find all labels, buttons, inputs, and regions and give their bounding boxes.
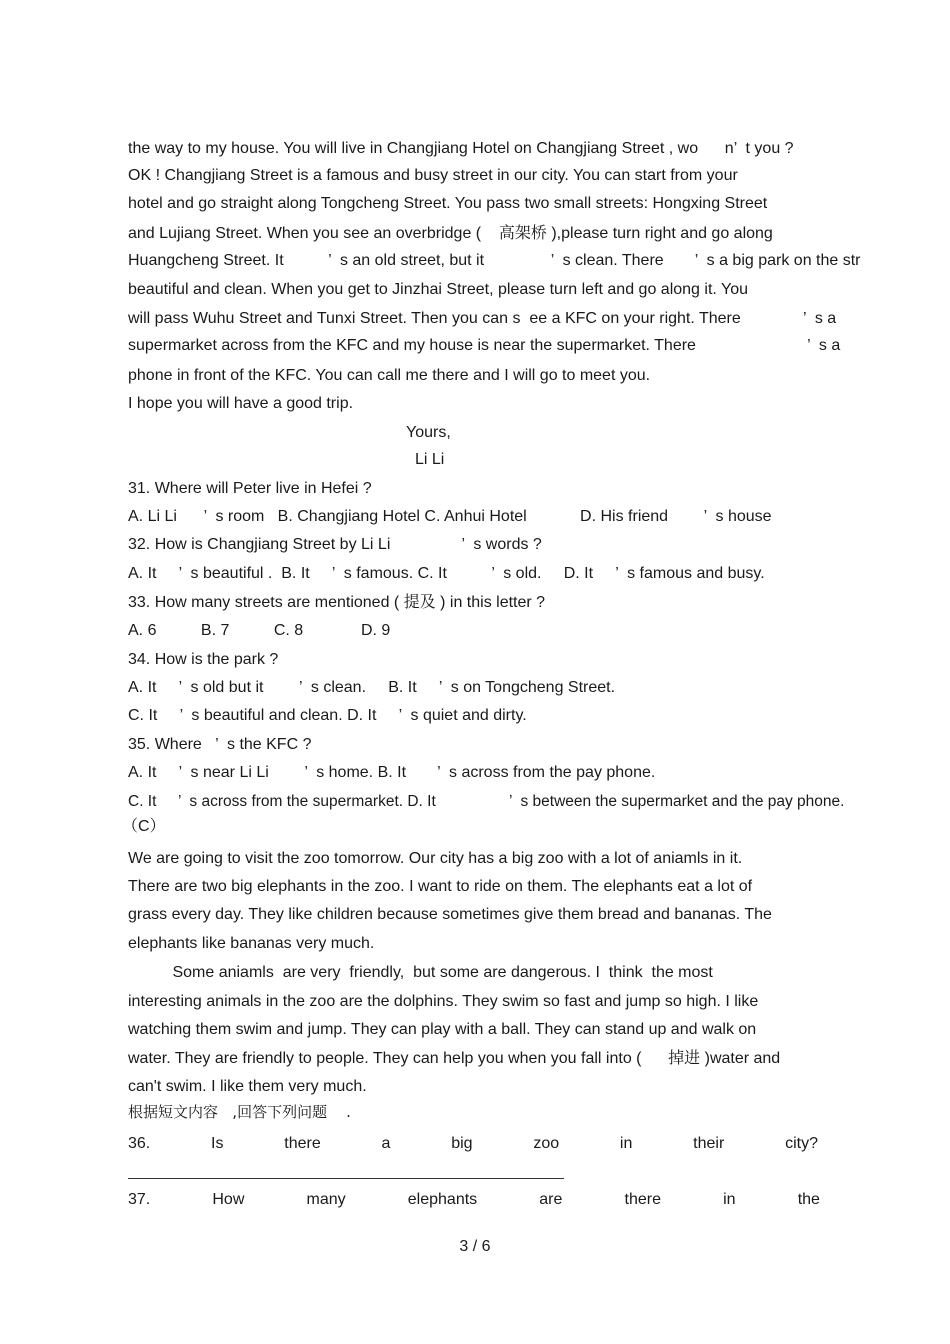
passage-a-line: phone in front of the KFC. You can call me there and I will go to meet you. xyxy=(128,367,651,384)
question-34-options-ab: A. It ’ s old but it ’ s clean. B. It ’ s on Tongcheng Street. xyxy=(128,679,616,696)
passage-a-line: will pass Wuhu Street and Tunxi Street. Then you can s ee a KFC on your right. There ’ s a xyxy=(128,310,837,327)
letter-signature: Li Li xyxy=(415,451,445,468)
q37-word: 37. xyxy=(128,1191,151,1208)
q36-word: 36. xyxy=(128,1135,151,1152)
passage-a-line: hotel and go straight along Tongcheng Street. You pass two small streets: Hongxing Street xyxy=(128,195,768,212)
q37-word: the xyxy=(797,1191,820,1208)
question-35: 35. Where ’ s the KFC ? xyxy=(128,736,312,753)
passage-a-line: supermarket across from the KFC and my house is near the supermarket. There ’ s a xyxy=(128,337,841,354)
question-33: 33. How many streets are mentioned ( 提及 ) in this letter ? xyxy=(128,594,546,611)
q36-word: Is xyxy=(211,1135,224,1152)
question-31: 31. Where will Peter live in Hefei ? xyxy=(128,480,372,497)
q36-word: zoo xyxy=(533,1135,560,1152)
question-34-options-cd: C. It ’ s beautiful and clean. D. It ’ s quiet and dirty. xyxy=(128,707,527,724)
q37-word: How xyxy=(212,1191,245,1208)
passage-a-line: beautiful and clean. When you get to Jinzhai Street, please turn left and go along it. You xyxy=(128,281,748,298)
instruction-text: 根据短文内容 ,回答下列问题 . xyxy=(128,1103,351,1121)
passage-a-line: and Lujiang Street. When you see an overbridge ( 高架桥 ),please turn right and go along xyxy=(128,225,773,242)
passage-a-line: I hope you will have a good trip. xyxy=(128,395,354,412)
passage-a-line: Huangcheng Street. It ’ s an old street, but it ’ s clean. There ’ s a big park on the str xyxy=(128,252,861,269)
q36-word: there xyxy=(284,1135,321,1152)
q37-word: there xyxy=(624,1191,661,1208)
passage-c-line: We are going to visit the zoo tomorrow. Our city has a big zoo with a lot of aniamls in it. xyxy=(128,850,743,867)
letter-closing: Yours, xyxy=(406,424,451,441)
passage-c-line: elephants like bananas very much. xyxy=(128,935,375,952)
q36-word: in xyxy=(619,1135,633,1152)
q37-word: are xyxy=(539,1191,563,1208)
q36-word: big xyxy=(451,1135,473,1152)
passage-c-line: watching them swim and jump. They can play with a ball. They can stand up and walk on xyxy=(128,1021,757,1038)
passage-c-line: grass every day. They like children because sometimes give them bread and bananas. The xyxy=(128,906,772,923)
question-34: 34. How is the park ? xyxy=(128,651,279,668)
passage-c-line: interesting animals in the zoo are the dolphins. They swim so fast and jump so high. I like xyxy=(128,993,759,1010)
answer-line-36[interactable] xyxy=(128,1178,564,1179)
question-32: 32. How is Changjiang Street by Li Li ’ s words ? xyxy=(128,536,542,553)
passage-a-line: the way to my house. You will live in Changjiang Hotel on Changjiang Street , wo n’ t you ? xyxy=(128,140,794,157)
passage-c-line: Some aniamls are very friendly, but some are dangerous. I think the most xyxy=(128,964,713,981)
q36-word: city? xyxy=(785,1135,818,1152)
q36-word: a xyxy=(381,1135,391,1152)
passage-c-line: can't swim. I like them very much. xyxy=(128,1078,367,1095)
passage-c-line: water. They are friendly to people. They can help you when you fall into ( 掉进 )water and xyxy=(128,1050,781,1067)
question-31-options: A. Li Li ’ s room B. Changjiang Hotel C. Anhui Hotel D. His friend ’ s house xyxy=(128,508,772,525)
question-32-options: A. It ’ s beautiful . B. It ’ s famous. C. It ’ s old. D. It ’ s famous and busy. xyxy=(128,565,765,582)
question-35-options-cd: C. It ’ s across from the supermarket. D. It ’ s between the supermarket and the pay phone. xyxy=(128,793,845,810)
q37-word: in xyxy=(723,1191,736,1208)
question-35-options-ab: A. It ’ s near Li Li ’ s home. B. It ’ s across from the pay phone. xyxy=(128,764,656,781)
question-33-options: A. 6 B. 7 C. 8 D. 9 xyxy=(128,622,391,639)
q36-word: their xyxy=(693,1135,725,1152)
question-36 xyxy=(128,1134,818,1154)
passage-a-line: OK ! Changjiang Street is a famous and busy street in our city. You can start from your xyxy=(128,167,738,184)
section-c-label: （C） xyxy=(122,818,166,835)
q37-word: elephants xyxy=(407,1191,478,1208)
q37-word: many xyxy=(306,1191,346,1208)
passage-c-line: There are two big elephants in the zoo. I want to ride on them. The elephants eat a lot of xyxy=(128,878,753,895)
question-37 xyxy=(128,1190,820,1210)
page-number: 3 / 6 xyxy=(459,1238,491,1255)
